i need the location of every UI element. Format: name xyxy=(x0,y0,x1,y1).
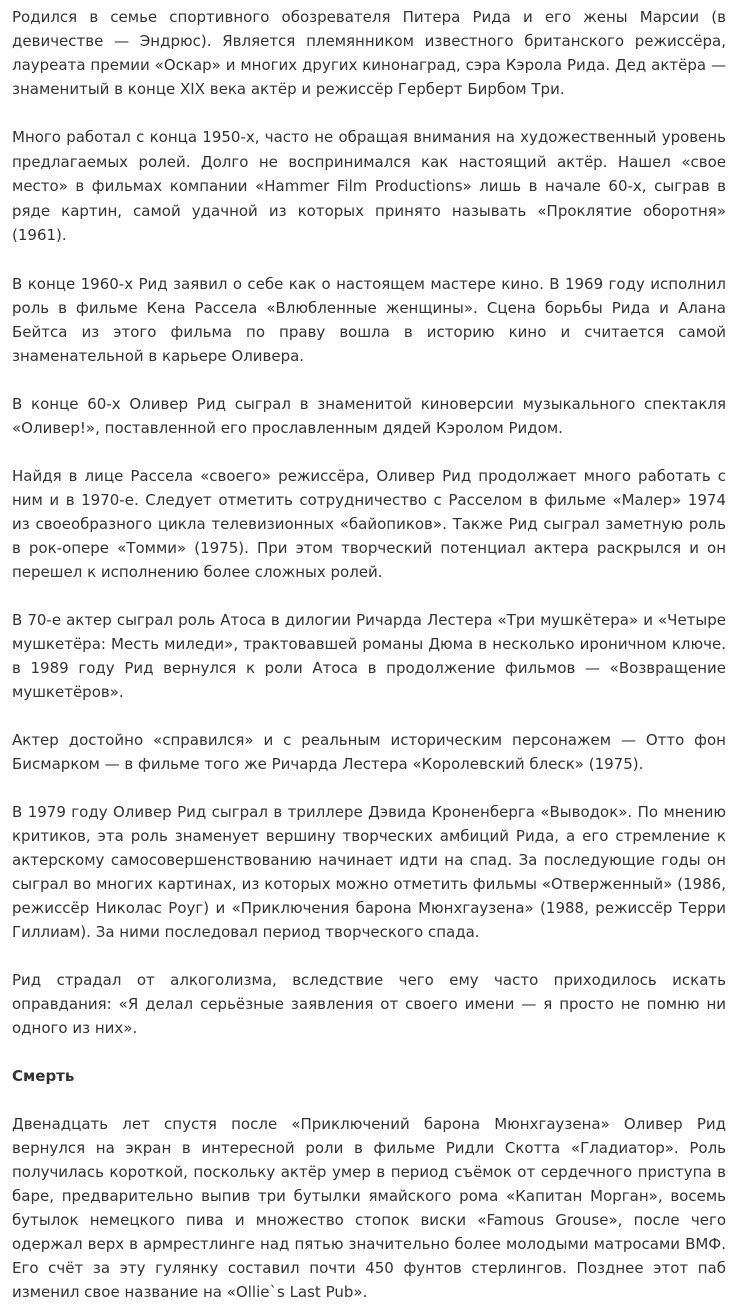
paragraph-late-1960s: В конце 1960-х Рид заявил о себе как о настоящем мастере кино. В 1969 году исполнил роль в фильме Кена Рассела «Влюбленные женщины». Сцена борьбы Рида и Алана Бейтса из этого фильма по праву вошла в историю кино и считается самой знаменательной в карьере Оливера. xyxy=(12,274,726,365)
paragraph-alcoholism: Рид страдал от алкоголизма, вследствие чего ему часто приходилось искать оправдания: «Я делал серьёзные заявления от своего имени — я просто не помню ни одного из них». xyxy=(12,970,726,1037)
paragraph-death: Двенадцать лет спустя после «Приключений барона Мюнхгаузена» Оливер Рид вернулся на экран в интересной роли в фильме Ридли Скотта «Гладиатор». Роль получилась короткой, поскольку актёр умер в период съёмок от сердечного приступа в баре, предварительно выпив три бутылки ямайского рома «Капитан Морган», восемь бутылок немецкого пива и множество стопок виски «Famous Grouse», после чего одержал верх в армрестлинге над пятью значительно более молодыми матросами ВМФ. Его счёт за эту гулянку составил почти 450 фунтов стерлингов. Позднее этот паб изменил свое название на «Ollie`s Last Pub». xyxy=(12,1114,726,1301)
paragraph-early-career: Много работал с конца 1950-х, часто не обращая внимания на художественный уровень предлагаемых ролей. Долго не воспринимался как настоящий актёр. Нашел «свое место» в фильмах компании «Hammer Film Productions» лишь в начале 60-х, сыграв в ряде картин, самой удачной из которых принято называть «Проклятие оборотня» (1961). xyxy=(12,128,726,245)
paragraph-family: Родился в семье спортивного обозревателя Питера Рида и его жены Марсии (в девичестве — Эндрюс). Является племянником известного британского режиссёра, лауреата премии «Оскар» и многих других кинонаград, сэра Кэрола Рида. Дед актёра — знаменитый в конце XIX века актёр и режиссёр Герберт Бирбом Три. xyxy=(12,8,726,98)
paragraph-brood: В 1979 году Оливер Рид сыграл в триллере Дэвида Кроненберга «Выводок». По мнению критиков, эта роль знаменует вершину творческих амбиций Рида, а его стремление к актерскому самосовершенствованию начинает идти на спад. За последующие годы он сыграл во многих картинах, из которых можно отметить фильмы «Отверженный» (1986, режиссёр Николас Роуг) и «Приключения барона Мюнхгаузена» (1988, режиссёр Терри Гиллиам). За ними последовал период творческого спада. xyxy=(12,802,726,941)
paragraph-bismarck: Актер достойно «справился» и с реальным историческим персонажем — Отто фон Бисмарком — в фильме того же Ричарда Лестера «Королевский блеск» (1975). xyxy=(12,730,726,773)
paragraph-musketeers: В 70-е актер сыграл роль Атоса в дилогии Ричарда Лестера «Три мушкётера» и «Четыре мушкетёра: Месть миледи», трактовавшей романы Дюма в несколько ироничном ключе. в 1989 году Рид вернулся к роли Атоса в продолжение фильмов — «Возвращение мушкетёров». xyxy=(12,610,726,701)
paragraph-russell-collaboration: Найдя в лице Рассела «своего» режиссёра, Оливер Рид продолжает много работать с ним и в 1970-е. Следует отметить сотрудничество с Расселом в фильме «Малер» 1974 из своеобразного цикла телевизионных «байопиков». Также Рид сыграл заметную роль в рок-опере «Томми» (1975). При этом творческий потенциал актера раскрылся и он перешел к исполнению более сложных ролей. xyxy=(12,466,726,581)
section-heading-death: Смерть xyxy=(12,1066,75,1085)
paragraph-oliver-musical: В конце 60-х Оливер Рид сыграл в знаменитой киноверсии музыкального спектакля «Оливер!», поставленной его прославленным дядей Кэролом Ридом. xyxy=(12,394,726,437)
